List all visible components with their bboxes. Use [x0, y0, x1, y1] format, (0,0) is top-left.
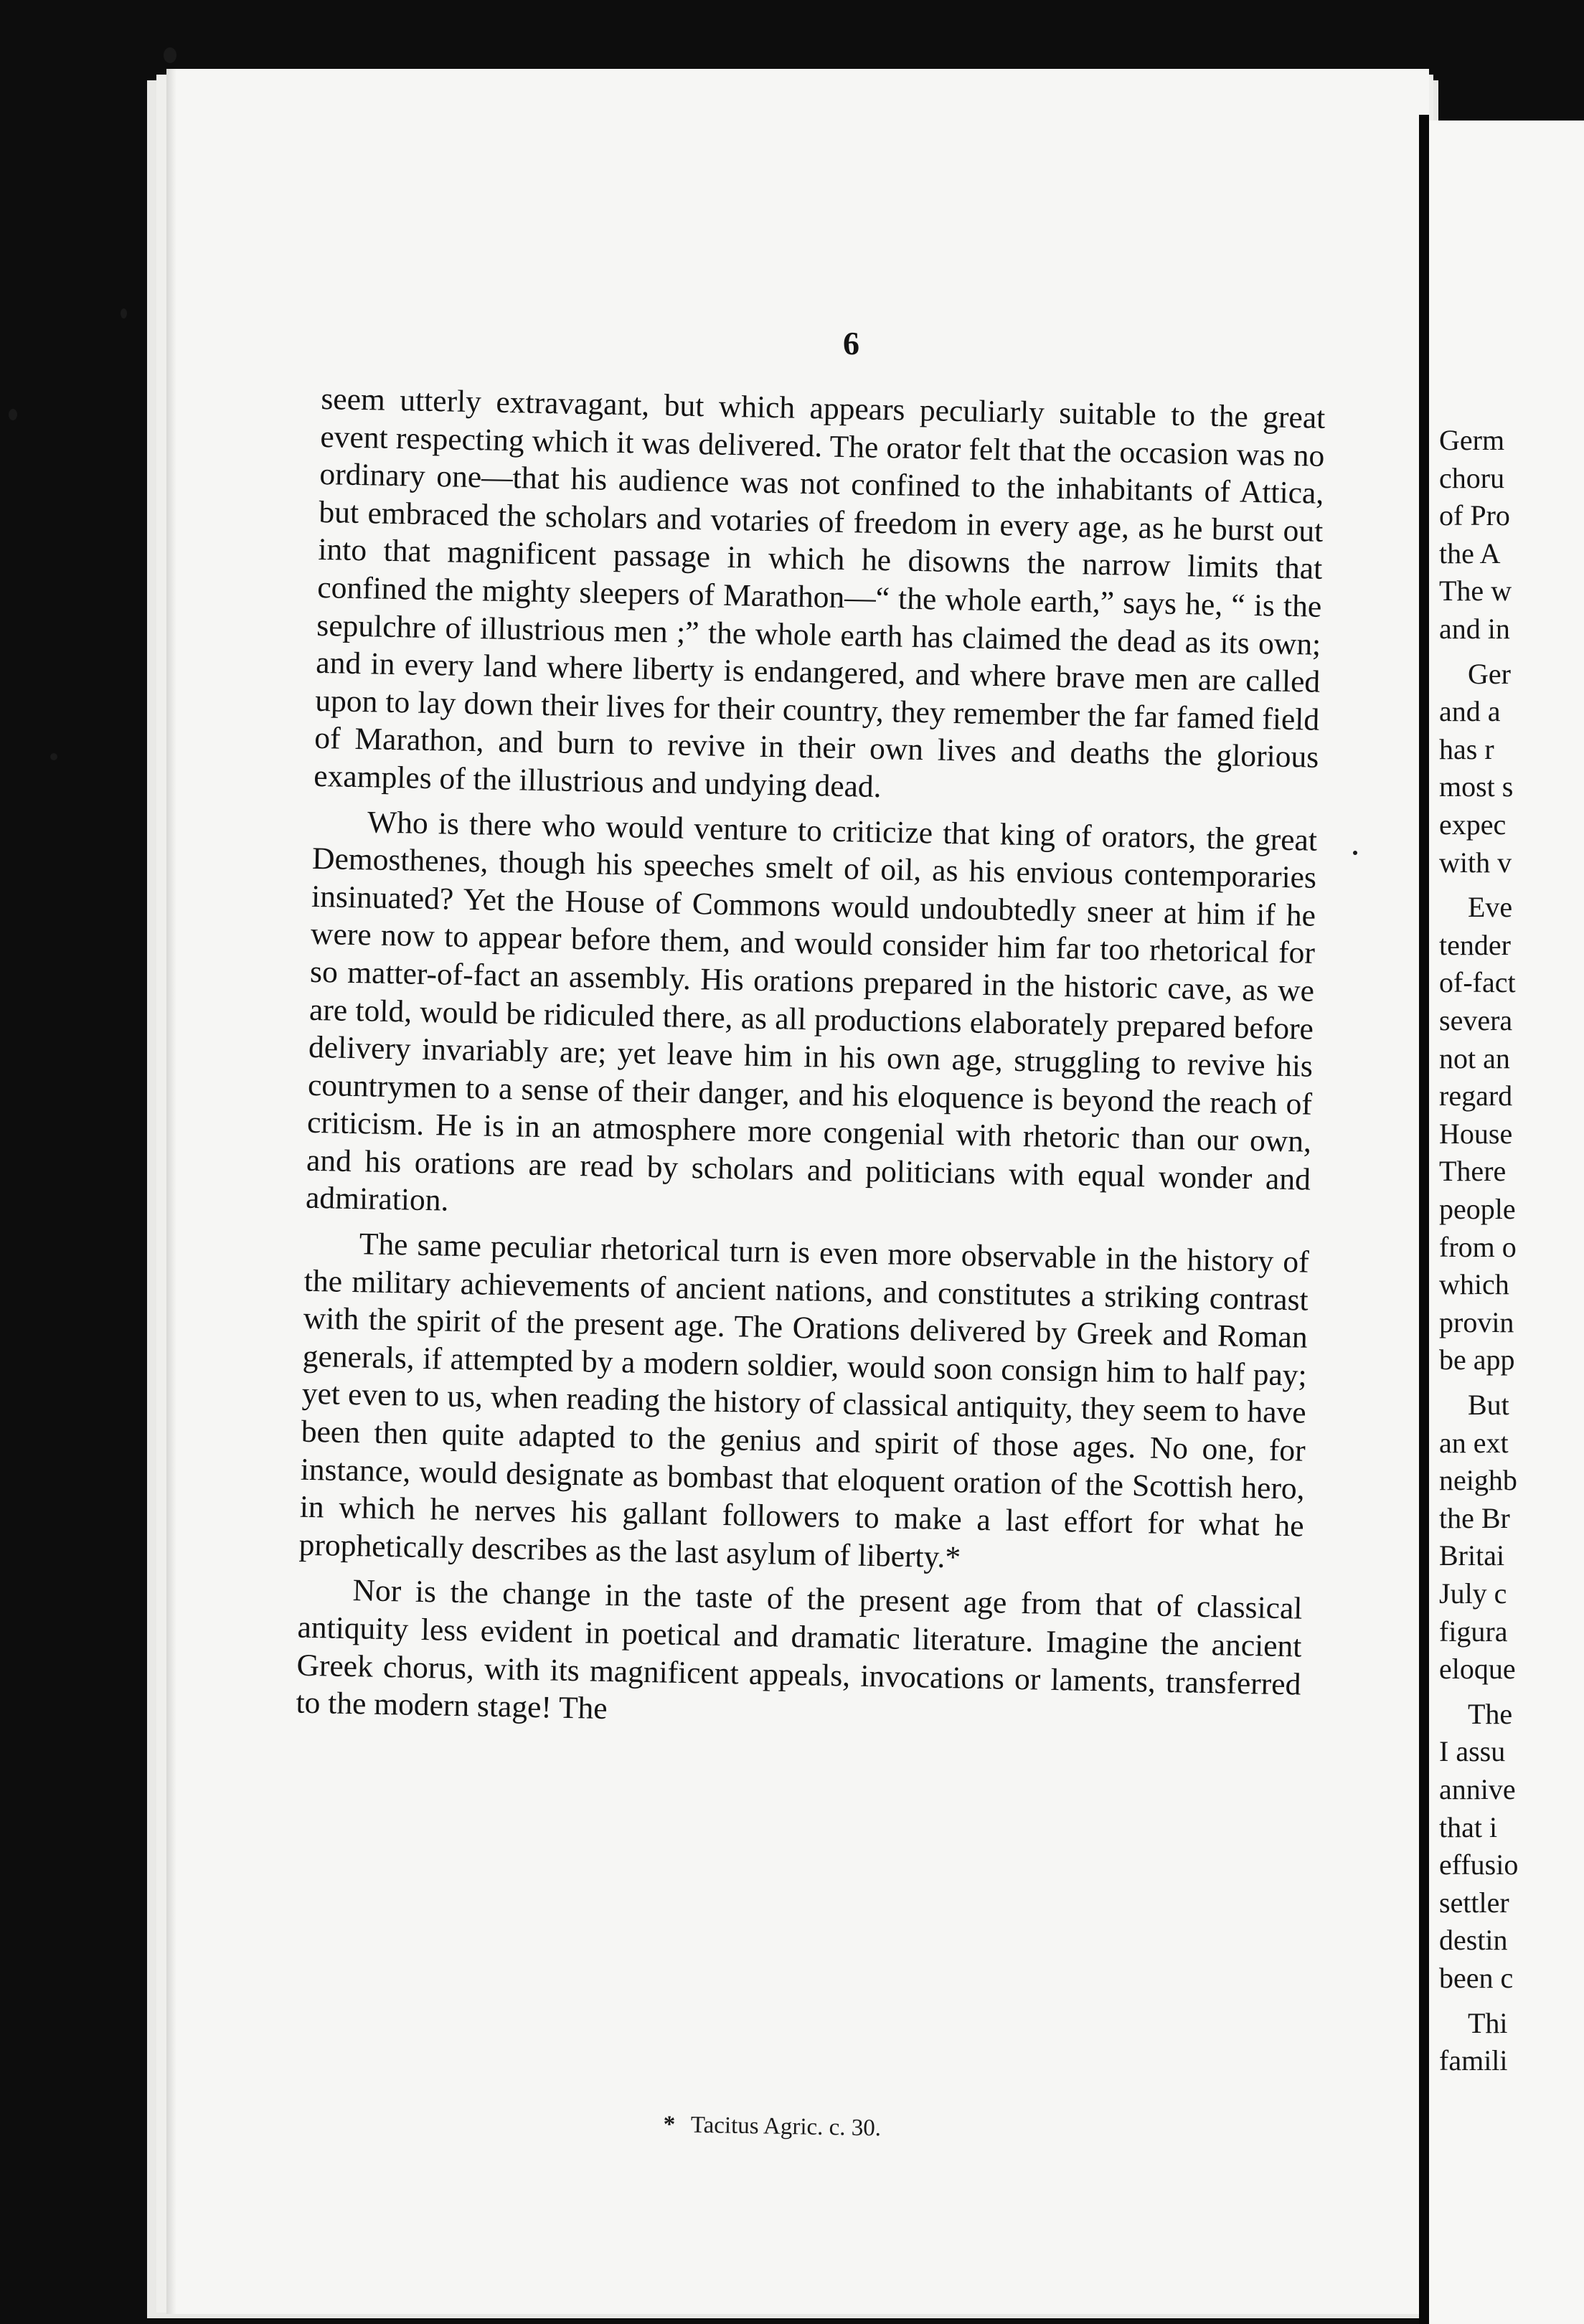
- facing-page-line: I assu: [1439, 1735, 1506, 1768]
- facing-page-line: July c: [1439, 1577, 1507, 1610]
- facing-page-line: figura: [1439, 1615, 1508, 1648]
- facing-page: [1429, 121, 1584, 2324]
- facing-page-line: The w: [1439, 575, 1512, 608]
- facing-page-line: has r: [1439, 732, 1494, 765]
- facing-page-line: choru: [1439, 461, 1505, 494]
- facing-page-line: severa: [1439, 1004, 1513, 1036]
- facing-page-line: an ext: [1439, 1426, 1509, 1459]
- facing-page-line: the A: [1439, 537, 1501, 570]
- facing-page-line: not an: [1439, 1041, 1510, 1074]
- facing-page-line: that i: [1439, 1810, 1498, 1843]
- facing-page-line: famili: [1439, 2044, 1508, 2077]
- footnote: [663, 2112, 881, 2142]
- footnote-mark: *: [663, 2112, 676, 2138]
- facing-page-line: of Pro: [1439, 499, 1510, 532]
- facing-page-line: Eve: [1468, 891, 1513, 924]
- facing-page-line: most s: [1439, 770, 1514, 803]
- facing-page-line: people: [1439, 1193, 1516, 1225]
- book-gutter: [1419, 115, 1429, 2324]
- facing-page-line: been c: [1439, 1962, 1514, 1994]
- scan-speck: [9, 409, 17, 420]
- paragraph-4: Nor is the change in the taste of the present age from that of classical antiquity less evident in poetical and dramatic literature. Imagine the ancient Greek chorus, with its magnificent appeals, invocations or laments, transferred to the modern stage! The: [296, 1573, 1303, 1727]
- facing-page-line: House: [1439, 1117, 1513, 1150]
- facing-page-line: be app: [1439, 1343, 1515, 1376]
- paragraph-3: The same peculiar rhetorical turn is even more observable in the history of the military achievements of ancient nations, and constitutes a striking contrast with the spirit of the present age. The Orations delivered by Greek and Roman generals, if attempted by a modern soldier, would soon consign him to half pay; yet even to us, when reading the history of classical antiquity, they seem to have been then quite adapted to the genius and spirit of those ages. No one, for instance, would designate as bombast that eloquent oration of the Scottish hero, in which he nerves his gallant followers to make a last effort for what he prophetically describes as the last asylum of liberty.*: [298, 1227, 1310, 1575]
- facing-page-line: Germ: [1439, 424, 1505, 456]
- facing-page-line: destin: [1439, 1924, 1508, 1957]
- scan-speck: [50, 753, 57, 760]
- facing-page-line: The: [1468, 1697, 1513, 1730]
- facing-page-line: neighb: [1439, 1464, 1517, 1497]
- facing-page-line: and in: [1439, 613, 1510, 645]
- facing-page-line: effusio: [1439, 1848, 1519, 1881]
- facing-page-line: annive: [1439, 1773, 1516, 1805]
- facing-page-line: Ger: [1468, 657, 1511, 690]
- facing-page-line: eloque: [1439, 1653, 1516, 1686]
- facing-page-line: But: [1468, 1389, 1509, 1421]
- body-text: [296, 380, 1326, 1748]
- facing-page-line: There: [1439, 1155, 1507, 1188]
- facing-page-line: Thi: [1468, 2006, 1508, 2039]
- paragraph-1: seem utterly extravagant, but which appears peculiarly suitable to the great event respecting which it was delivered. The orator felt that the occasion was no ordinary one—that his audience was not confined to the inhabitants of Attica, but embraced the scholars and votaries of freedom in every age, as he burst out into that magnificent passage in which he disowns the narrow limits that confined the mighty sleepers of Marathon—“ the whole earth,” says he, “ is the sepulchre of illustrious men ;” the whole earth has claimed the dead as its own; and in every land where liberty is endangered, and where brave men are called upon to lay down their lives for their country, they remember the far famed field of Marathon, and burn to revive in their own lives and deaths the glorious examples of the illustrious and undying dead.: [313, 381, 1326, 805]
- facing-page-line: expec: [1439, 808, 1507, 841]
- facing-page-line: provin: [1439, 1305, 1514, 1338]
- scan-speck: [121, 308, 127, 318]
- facing-page-line: regard: [1439, 1080, 1513, 1113]
- facing-page-line: with v: [1439, 846, 1512, 879]
- facing-page-line: of-fact: [1439, 966, 1516, 999]
- scan-speck: [164, 47, 176, 63]
- paragraph-2: Who is there who would venture to criticize that king of orators, the great Demosthenes, though his speeches smelt of oil, as his envious contemporaries insinuated? Yet the House of Commons would undoubtedly sneer at him if he were now to appear before them, and would consider him far too rhetorical for so matter-of-fact an assembly. His orations prepared in the historic cave, as we are told, would be ridiculed there, as all productions elaborately prepared before delivery invariably are; yet leave him in his own age, struggling to revive his countrymen to a sense of their danger, and his eloquence is beyond the reach of criticism. He is in an atmosphere more congenial with rhetoric than our own, and his orations are read by scholars and politicians with equal wonder and admiration.: [305, 804, 1318, 1219]
- facing-page-line: the Br: [1439, 1501, 1510, 1534]
- facing-page-line: and a: [1439, 695, 1501, 728]
- facing-page-line: which: [1439, 1268, 1509, 1301]
- page-number: 6: [843, 325, 859, 362]
- facing-page-line: Britai: [1439, 1539, 1505, 1572]
- facing-page-line: from o: [1439, 1230, 1517, 1263]
- scan-speck: [1353, 851, 1357, 855]
- footnote-text: Tacitus Agric. c. 30.: [690, 2112, 882, 2142]
- facing-page-line: tender: [1439, 928, 1511, 961]
- facing-page-line: settler: [1439, 1886, 1509, 1919]
